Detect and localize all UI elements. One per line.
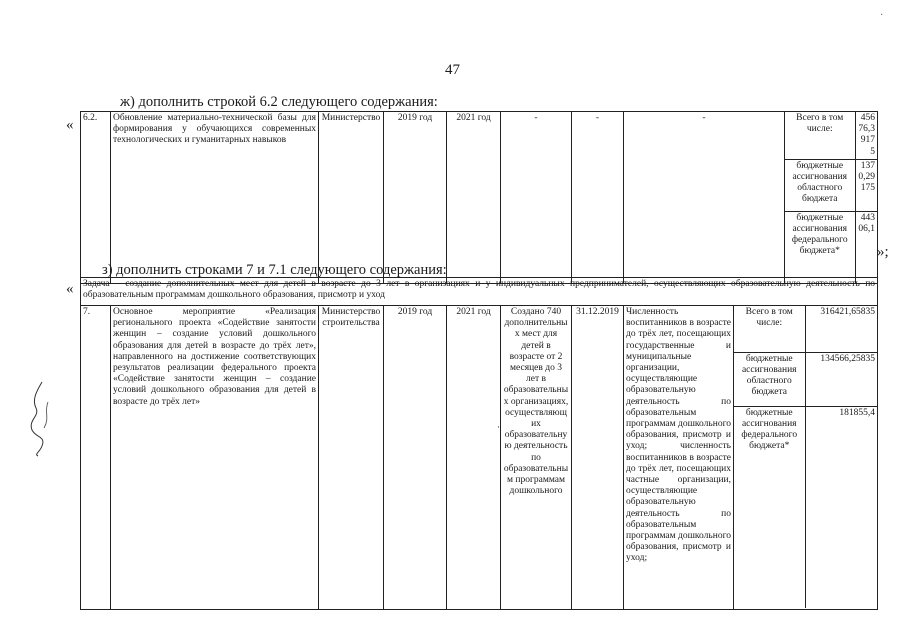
row-number: 6.2.: [81, 112, 111, 284]
scan-dot: ·: [880, 10, 884, 21]
heading-add-row-6-2: ж) дополнить строкой 6.2 следующего содержания:: [120, 94, 438, 110]
task-description: Задача – создание дополнительных мест для детей в возрасте до 3 лет в организациях и у индивидуальных предпринимателей, осуществляющих образовательную деятельность по образовательным программам дошкольного образования, присмотр и уход: [81, 278, 878, 306]
fin-label-total: Всего в том числе:: [785, 112, 855, 159]
fin-label-regional: бюджетные ассигнования областного бюджета: [734, 352, 805, 406]
fin-value-regional: 1370,29175: [855, 159, 877, 211]
table-row-6-2: [80, 111, 878, 284]
executor: Министерство строительства: [319, 306, 384, 610]
heading-add-rows-7: з) дополнить строками 7 и 7.1 следующего содержания:: [102, 262, 447, 278]
fin-label-total: Всего в том числе:: [734, 306, 805, 352]
finance-block: [785, 112, 878, 284]
open-quote-2: «: [66, 281, 74, 297]
end-year: 2021 год: [447, 306, 501, 610]
activity-name: Основное мероприятие «Реализация регионального проекта «Содействие занятости женщин – создание условий дошкольного образования для детей в возрасте до трёх лет», направленного на достижение соответствующих результатов реализации федерального проекта «Содействие занятости женщин – создание условий дошкольного образования для детей в возрасте до трёх лет»: [111, 306, 319, 610]
finance-block: [734, 306, 878, 610]
start-year: 2019 год: [384, 306, 447, 610]
end-year: 2021 год: [447, 112, 501, 284]
indicators-cell: -: [624, 112, 785, 284]
indicators-cell: Численность воспитанников в возрасте до трёх лет, посещающих государственные и муниципальные организации, осуществляющие образовательную деятельность по образовательным программам дошкольного образования, присмотр и уход; численность воспитанников в возрасте до трёх лет, посещающих частные организации, осуществляющие образовательную деятельность по образовательным программам дошкольного образования, присмотр и уход;: [624, 306, 734, 610]
open-quote-1: «: [66, 117, 74, 133]
page-number: 47: [445, 62, 460, 78]
table-row-7: [80, 277, 878, 610]
row-number: 7.: [81, 306, 111, 610]
activity-name: Обновление материально-технической базы для формирования у обучающихся современных технологических и гуманитарных навыков: [111, 112, 319, 284]
signature-mark: [22, 378, 62, 458]
fin-value-regional: 134566,25835: [805, 352, 877, 406]
fin-label-regional: бюджетные ассигнования областного бюджета: [785, 159, 855, 211]
fin-value-federal: 44306,1: [855, 211, 877, 283]
start-year: 2019 год: [384, 112, 447, 284]
result-cell: Создано 740 дополнительных мест для детей в возрасте от 2 месяцев до 3 лет в образовательных организациях, осуществляющих образовательную деятельность по образовательным программам дошкольного: [501, 306, 572, 610]
result-cell: -: [501, 112, 572, 284]
date-cell: 31.12.2019: [572, 306, 624, 610]
fin-label-federal: бюджетные ассигнования федерального бюджета*: [734, 406, 805, 608]
close-quote: »;: [877, 244, 889, 260]
executor: Министерство: [319, 112, 384, 284]
fin-label-federal: бюджетные ассигнования федерального бюджета*: [785, 211, 855, 283]
fin-value-federal: 181855,4: [805, 406, 877, 608]
date-cell: -: [572, 112, 624, 284]
scan-dot: ·: [497, 422, 500, 432]
fin-value-total: 316421,65835: [805, 306, 877, 352]
fin-value-total: 45676,39175: [855, 112, 877, 159]
